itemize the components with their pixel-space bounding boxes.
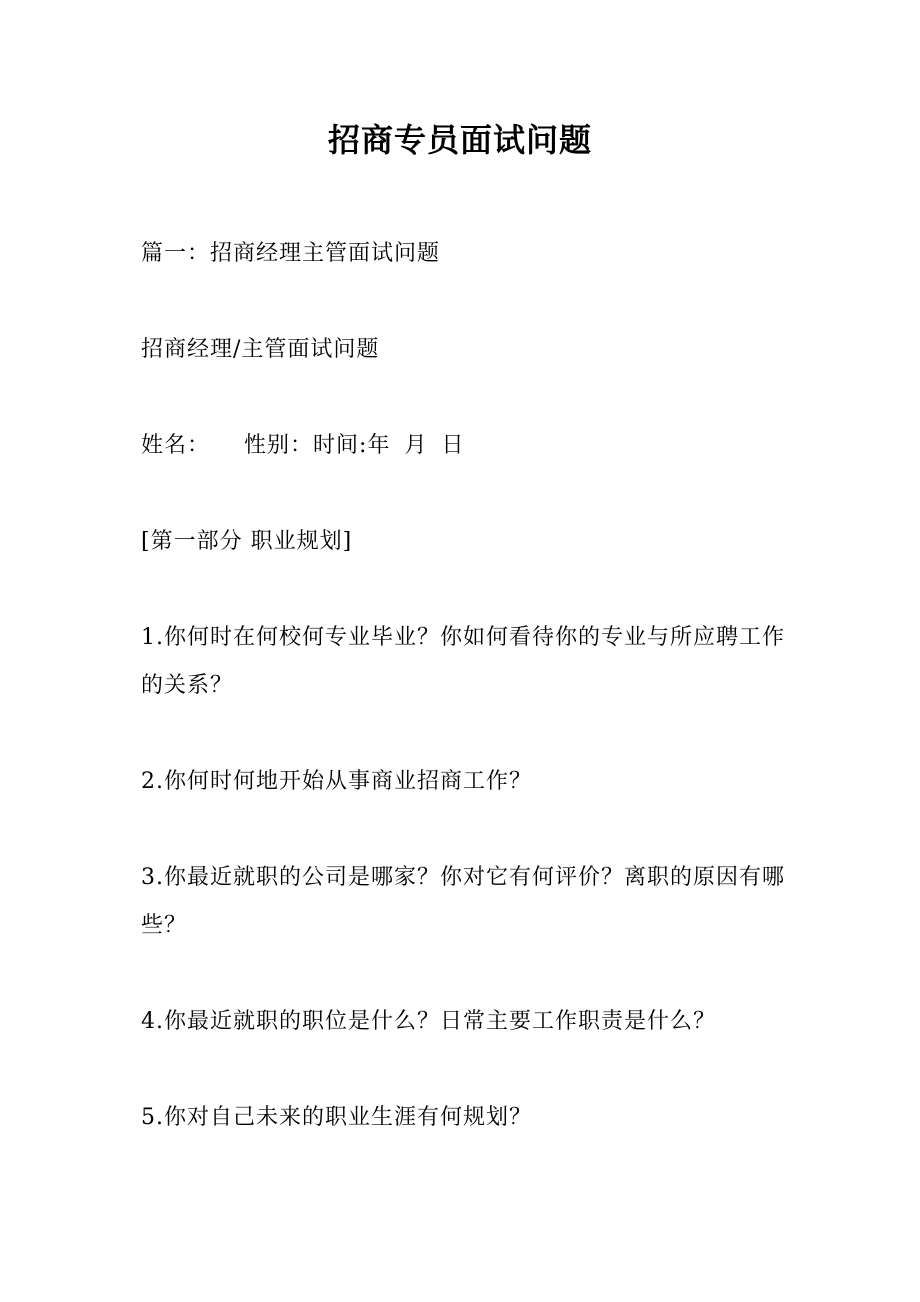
question-3: 3.你最近就职的公司是哪家？你对它有何评价？离职的原因有哪些？	[141, 865, 785, 938]
subheading: 招商经理/主管面试问题	[141, 337, 380, 362]
part-heading: [第一部分 职业规划]	[141, 529, 353, 554]
question-5: 5.你对自己未来的职业生涯有何规划？	[141, 1105, 532, 1130]
time-label: 时间:年	[313, 433, 391, 458]
gender-label: 性别：	[244, 433, 314, 458]
day-label: 日	[441, 433, 465, 458]
question-4: 4.你最近就职的职位是什么？日常主要工作职责是什么？	[141, 1009, 716, 1034]
question-1: 1.你何时在何校何专业毕业？你如何看待你的专业与所应聘工作的关系？	[141, 625, 785, 698]
section-heading: 篇一：招商经理主管面试问题	[141, 241, 441, 266]
name-label: 姓名：	[141, 433, 211, 458]
question-2: 2.你何时何地开始从事商业招商工作？	[141, 769, 532, 794]
document-title: 招商专员面试问题	[327, 121, 592, 159]
info-line	[141, 422, 791, 470]
month-label: 月	[404, 433, 428, 458]
